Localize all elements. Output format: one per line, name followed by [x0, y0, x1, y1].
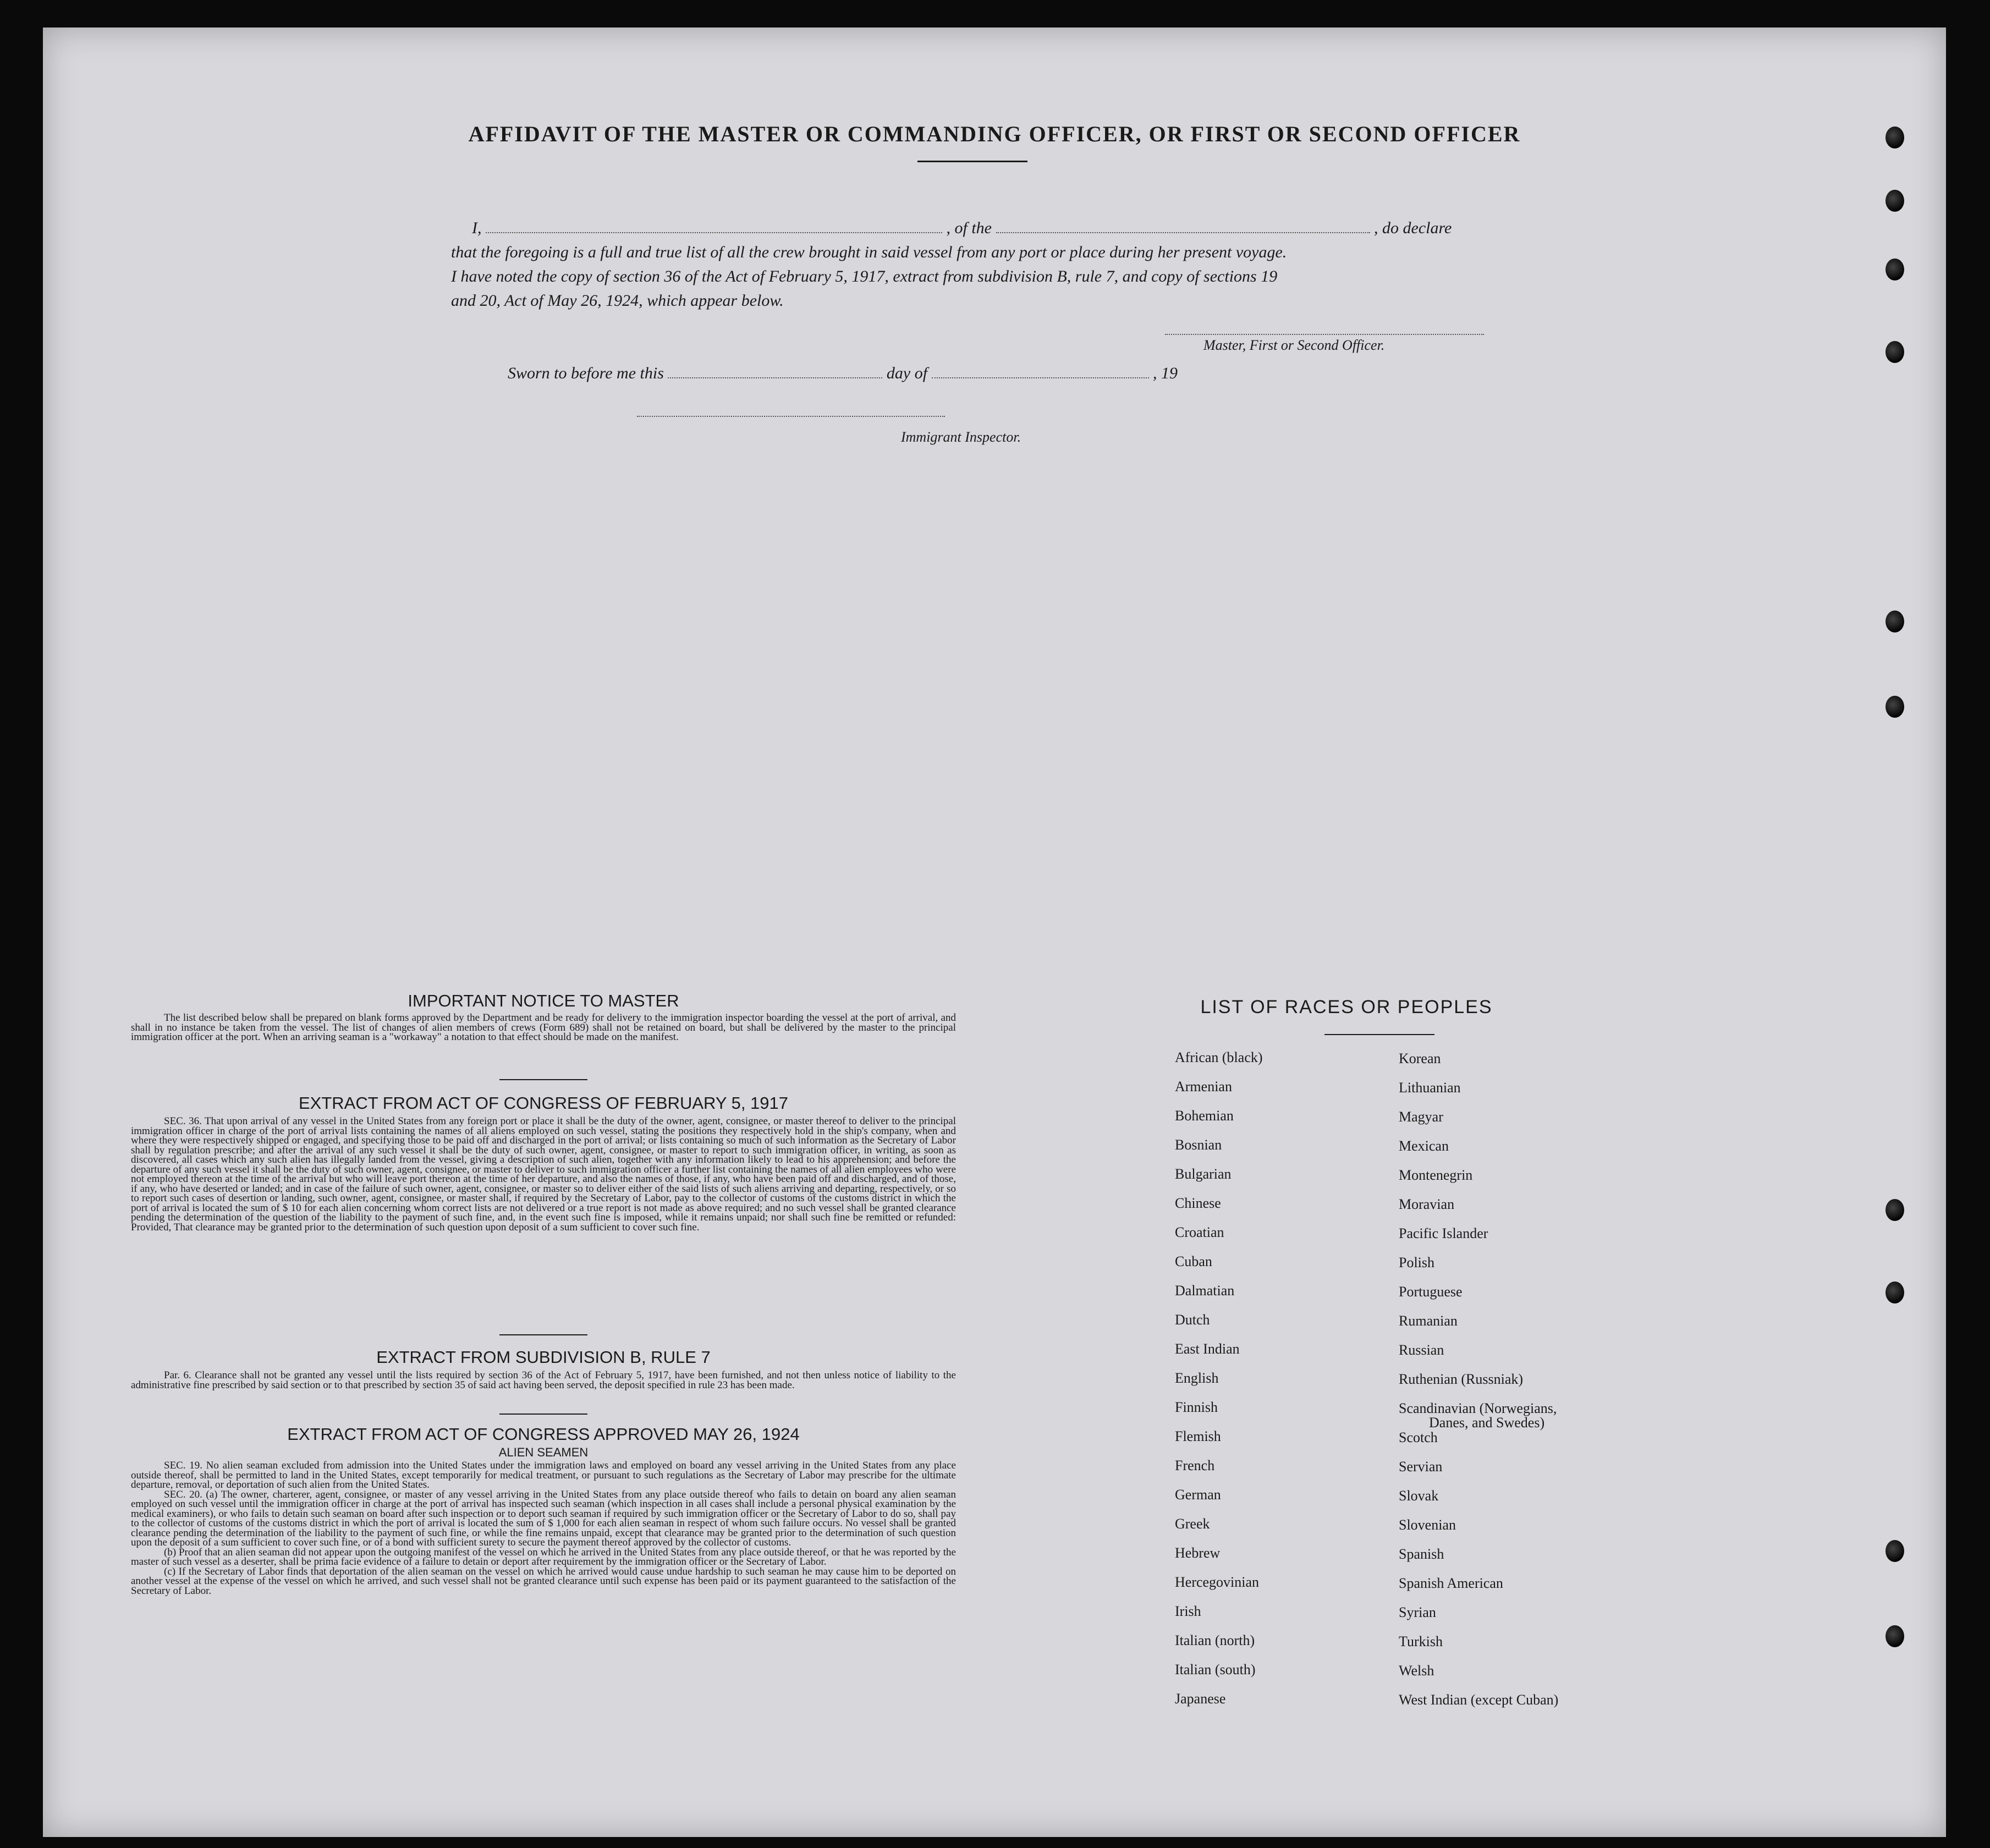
race-item: Japanese	[1175, 1691, 1226, 1707]
extract-1917-heading: EXTRACT FROM ACT OF CONGRESS OF FEBRUARY 5, 1917	[298, 1093, 789, 1113]
race-item: Montenegrin	[1399, 1167, 1473, 1183]
race-item: Welsh	[1399, 1663, 1434, 1679]
race-item: Irish	[1175, 1603, 1201, 1619]
affidavit-line-1	[472, 219, 1452, 238]
punch-hole	[1885, 1282, 1904, 1304]
master-signature-field[interactable]	[1165, 334, 1484, 335]
punch-hole	[1885, 258, 1904, 280]
notice-text	[131, 1013, 956, 1042]
sworn-line	[508, 364, 1178, 383]
race-item: Armenian	[1175, 1079, 1232, 1094]
punch-hole	[1885, 610, 1904, 632]
race-item: Dalmatian	[1175, 1283, 1235, 1299]
race-item: Pacific Islander	[1399, 1225, 1488, 1241]
subdivision-b-text	[131, 1371, 956, 1390]
race-item: Spanish American	[1399, 1575, 1503, 1591]
section-rule	[499, 1334, 587, 1335]
races-rule	[1324, 1034, 1434, 1035]
sworn-label: Sworn to before me this	[508, 364, 664, 382]
do-declare-label: , do declare	[1374, 219, 1452, 237]
subdivision-b-heading: EXTRACT FROM SUBDIVISION B, RULE 7	[376, 1348, 711, 1367]
race-item: East Indian	[1175, 1341, 1240, 1357]
race-item: Rumanian	[1399, 1313, 1458, 1329]
race-item: Italian (north)	[1175, 1632, 1255, 1648]
notice-paragraph: The list described below shall be prepared on blank forms approved by the Department and be ready for delivery to the immigration inspector boarding the vessel at the port of arrival, and shall in no instance be taken from the vessel. The list of changes of alien members of crews (Form 689) shall not be retained on board, but shall be delivered by the master to the principal immigration officer at the port. When an arriving seaman is a "workaway" a notation to that effect should be made on the manifest.	[131, 1012, 956, 1043]
sec-19-paragraph: SEC. 19. No alien seaman excluded from admission into the United States under the immigration laws and employed on board any vessel arriving in the United States from any place outside thereof, shall be permitted to land in the United States, except temporarily for medical treatment, or pursuant to such regulations as the Secretary of Labor may prescribe for the ultimate departure, removal, or deportation of such alien from the United States.	[131, 1460, 956, 1491]
day-of-label: day of	[886, 364, 928, 382]
section-rule	[499, 1079, 587, 1080]
title-rule	[917, 161, 1027, 162]
race-item: Polish	[1399, 1255, 1435, 1270]
race-item: French	[1175, 1458, 1215, 1473]
section-rule	[499, 1414, 587, 1415]
race-item: African (black)	[1175, 1049, 1263, 1065]
extract-1924-heading: EXTRACT FROM ACT OF CONGRESS APPROVED MAY 26, 1924	[287, 1425, 800, 1444]
race-item: Moravian	[1399, 1196, 1455, 1212]
race-item: Scotch	[1399, 1429, 1438, 1445]
affidavit-line-3: I have noted the copy of section 36 of the Act of February 5, 1917, extract from subdivision B, rule 7, and copy of sections 19	[451, 267, 1278, 285]
punch-hole	[1885, 1199, 1904, 1221]
punch-hole	[1885, 127, 1904, 148]
race-item: Bosnian	[1175, 1137, 1222, 1153]
race-item: Slovenian	[1399, 1517, 1456, 1533]
sec-20c-paragraph: (c) If the Secretary of Labor finds that deportation of the alien seaman on the vessel on which he arrived would cause undue hardship to such seaman he may cause him to be deported on another vessel at the expense of the vessel on which he arrived, and such vessel shall not be granted clearance until such expense has been paid or its payment guaranteed to the satisfaction of the Secretary of Labor.	[131, 1565, 956, 1597]
inspector-signature-label: Immigrant Inspector.	[901, 429, 1021, 445]
race-item: Portuguese	[1399, 1284, 1463, 1300]
affidavit-line-4: and 20, Act of May 26, 1924, which appear below.	[451, 292, 784, 310]
punch-hole	[1885, 1540, 1904, 1562]
sworn-month-field[interactable]	[932, 376, 1149, 378]
punch-hole	[1885, 190, 1904, 212]
race-item: Spanish	[1399, 1546, 1444, 1562]
sec-20a-paragraph: SEC. 20. (a) The owner, charterer, agent, consignee, or master of any vessel arriving in the United States from any place outside thereof who fails to detain on board any alien seaman employed on such vessel until the immigration officer in charge at the port of arrival has inspected such seaman (which inspection in all cases shall include a personal physical examination by the medical examiners), or who fails to detain such seaman on board after such inspection or to deport such seaman if required by such immigration officer or the Secretary of Labor to do so, shall pay to the collector of customs of the customs district in which the port of arrival is located the sum of $ 1,000 for each alien seaman in respect of whom such failure occurs. No vessel shall be granted clearance pending the determination of the liability to the payment of such fine, or while the fine remains unpaid, except that clearance may be granted prior to the determination of such question upon the deposit of a sum sufficient to cover such fine, or of a bond with sufficient surety to secure the payment thereof approved by the collector of customs.	[131, 1488, 956, 1548]
races-heading: LIST OF RACES OR PEOPLES	[1200, 997, 1493, 1018]
race-item: Italian (south)	[1175, 1662, 1256, 1678]
race-item: Magyar	[1399, 1109, 1443, 1125]
sec-20b-paragraph: (b) Proof that an alien seaman did not appear upon the outgoing manifest of the vessel on which he arrived in the United States from any place outside thereof, or that he was reported by the master of such vessel as a deserter, shall be prima facie evidence of a failure to detain or deport after requirement by the immigration officer or the Secretary of Labor.	[131, 1546, 956, 1568]
race-item: Greek	[1175, 1516, 1210, 1532]
race-item: Lithuanian	[1399, 1080, 1461, 1096]
race-item: Korean	[1399, 1050, 1441, 1066]
notice-heading: IMPORTANT NOTICE TO MASTER	[408, 991, 679, 1010]
sworn-day-field[interactable]	[668, 376, 882, 378]
race-item: Hercegovinian	[1175, 1574, 1260, 1590]
inspector-signature-field[interactable]	[637, 416, 945, 417]
par-6-paragraph: Par. 6. Clearance shall not be granted any vessel until the lists required by section 36 of the Act of February 5, 1917, have been furnished, and not then unless notice of liability to the administrative fine prescribed by said section or to that prescribed by section 35 of said act having been served, the deposit specified in rule 23 has been made.	[131, 1370, 956, 1391]
race-item: Flemish	[1175, 1428, 1221, 1444]
race-item: Russian	[1399, 1342, 1444, 1358]
race-item: Hebrew	[1175, 1545, 1221, 1561]
punch-hole	[1885, 1625, 1904, 1647]
punch-hole	[1885, 696, 1904, 718]
master-signature-label: Master, First or Second Officer.	[1203, 337, 1385, 353]
punch-hole	[1885, 341, 1904, 363]
race-item: Slovak	[1399, 1488, 1439, 1504]
race-item: Ruthenian (Russniak)	[1399, 1371, 1524, 1387]
extract-1924-text	[131, 1461, 956, 1596]
race-item: Servian	[1399, 1459, 1443, 1475]
sec-36-paragraph: SEC. 36. That upon arrival of any vessel in the United States from any foreign port or place it shall be the duty of the owner, agent, consignee, or master thereof to deliver to the principal immigration officer in charge of the port of arrival lists containing the names of all aliens employed on such vessel, stating the positions they respectively hold in the ship's company, when and where they were respectively shipped or engaged, and specifying those to be paid off and discharged in the port of arrival; or lists containing so much of such information as the Secretary of Labor shall by regulation prescribe; and after the arrival of any such vessel it shall be the duty of such owner, agent, consignee, or master to report to such immigration officer, in writing, as soon as discovered, all cases which any such alien has illegally landed from the vessel, giving a description of such alien, together with any information likely to lead to his apprehension; and before the departure of any such vessel it shall be the duty of such owner, agent, consignee, or master to deliver to such immigration officer a further list containing the names of all alien employees who were not employed thereon at the time of the arrival but who will leave port thereon at the time of her departure, and also the names of those, if any, who have been paid off and discharged, and of those, if any, who have deserted or landed; and in case of the failure of such owner, agent, consignee, or master so to deliver either of the said lists of such aliens arriving and departing, respectively, or so to report such cases of desertion or landing, such owner, agent, consignee, or master shall, if required by the Secretary of Labor, pay to the collector of customs of the customs district in which the port of arrival is located the sum of $ 10 for each alien concerning whom correct lists are not delivered or a true report is not made as above required; and no such vessel shall be granted clearance pending the determination of the question of the liability to the payment of such fine, and, in the event such fine is imposed, while it remains unpaid; nor shall such fine be remitted or refunded: Provided, That clearance may be granted prior to the determination of such question upon deposit of a sum sufficient to cover such fine.	[131, 1115, 956, 1233]
race-item: Chinese	[1175, 1195, 1221, 1211]
of-the-label: , of the	[946, 219, 992, 237]
extract-1917-text	[131, 1116, 956, 1232]
race-item: Danes, and Swedes)	[1429, 1415, 1545, 1431]
race-item: Scandinavian (Norwegians,	[1399, 1400, 1557, 1416]
race-item: Dutch	[1175, 1312, 1210, 1328]
race-item: Syrian	[1399, 1604, 1436, 1620]
race-item: West Indian (except Cuban)	[1399, 1692, 1559, 1708]
affidavit-title: AFFIDAVIT OF THE MASTER OR COMMANDING OFFICER, OR FIRST OR SECOND OFFICER	[468, 122, 1521, 146]
race-item: English	[1175, 1370, 1219, 1386]
year-label: , 19	[1153, 364, 1178, 382]
affidavit-line-2: that the foregoing is a full and true list of all the crew brought in said vessel from any port or place during her present voyage.	[451, 243, 1287, 261]
race-item: Bulgarian	[1175, 1166, 1232, 1182]
race-item: Bohemian	[1175, 1108, 1234, 1124]
declarant-name-field[interactable]	[486, 231, 942, 233]
race-item: Mexican	[1399, 1138, 1449, 1154]
race-item: Turkish	[1399, 1634, 1443, 1649]
document-page	[43, 28, 1946, 1837]
race-item: Finnish	[1175, 1399, 1218, 1415]
vessel-name-field[interactable]	[996, 231, 1370, 233]
declarant-prefix: I,	[472, 219, 482, 237]
alien-seamen-subheading: ALIEN SEAMEN	[498, 1445, 589, 1459]
race-item: German	[1175, 1487, 1221, 1503]
race-item: Croatian	[1175, 1224, 1224, 1240]
race-item: Cuban	[1175, 1253, 1212, 1269]
